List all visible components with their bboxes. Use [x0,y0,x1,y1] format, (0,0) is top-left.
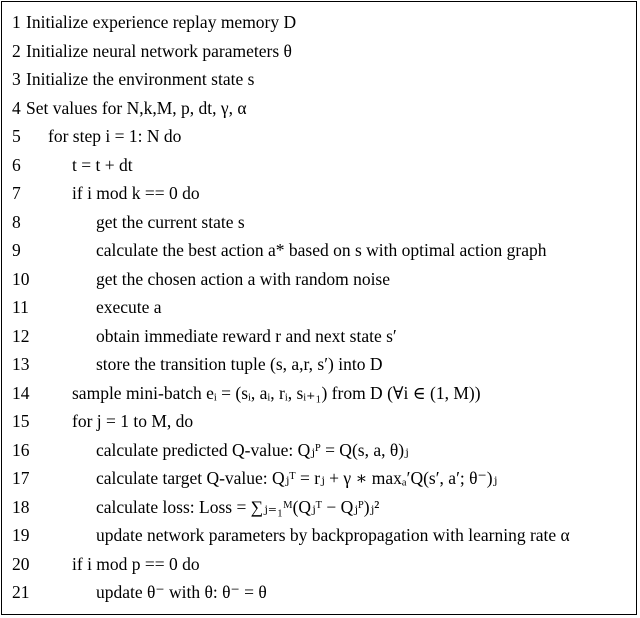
line-number: 11 [12,297,29,317]
line-text: store the transition tuple (s, a,r, s′) into D [96,354,383,374]
line-number: 20 [12,553,30,574]
line-text: Initialize the environment state s [26,69,255,89]
line-number: 4 [12,97,21,118]
line-number: 2 [12,40,21,61]
line-number: 3 [12,69,21,89]
line-number: 21 [12,582,30,602]
line-number: 19 [12,525,30,545]
line-text: calculate predicted Q-value: Qⱼᴾ = Q(s, a, θ)ⱼ [96,439,409,460]
line-text: execute a [96,297,162,317]
line-number: 5 [12,126,21,146]
line-number: 8 [12,211,21,232]
line-text: if i mod p == 0 do [72,553,200,574]
line-text: get the current state s [96,211,245,232]
line-text: sample mini-batch eᵢ = (sᵢ, aᵢ, rᵢ, sᵢ₊₁) from D (∀i ∈ (1, M)) [72,382,481,403]
line-text: t = t + dt [72,154,133,175]
line-text: update θ⁻ with θ: θ⁻ = θ [96,582,267,602]
line-number: 1 [12,12,21,32]
algorithm-box [1,1,637,615]
line-number: 10 [12,268,30,289]
line-number: 16 [12,439,30,460]
line-number: 9 [12,240,21,260]
line-text: calculate target Q-value: Qⱼᵀ = rⱼ + γ ∗ maxₐ′Q(s′, a′; θ⁻)ⱼ [96,468,498,488]
line-text: calculate loss: Loss = ∑ⱼ₌₁ᴹ(Qⱼᵀ − Qⱼᴾ)ⱼ² [96,496,380,517]
line-number: 14 [12,382,30,403]
line-text: update network parameters by backpropagation with learning rate α [96,525,570,545]
line-number: 12 [12,325,30,346]
line-number: 18 [12,496,30,517]
line-text: if i mod k == 0 do [72,183,200,203]
line-text: get the chosen action a with random noise [96,268,391,289]
line-number: 15 [12,411,30,431]
line-text: for j = 1 to M, do [72,411,194,431]
line-number: 17 [12,468,30,488]
line-text: Set values for N,k,M, p, dt, γ, α [26,97,247,118]
line-text: for step i = 1: N do [48,126,182,146]
line-text: obtain immediate reward r and next state s′ [96,325,397,346]
line-text: Initialize experience replay memory D [26,12,297,32]
line-text: Initialize neural network parameters θ [26,40,292,61]
line-text: calculate the best action a* based on s with optimal action graph [96,240,547,260]
line-number: 7 [12,183,21,203]
line-number: 6 [12,154,21,175]
line-number: 13 [12,354,30,374]
